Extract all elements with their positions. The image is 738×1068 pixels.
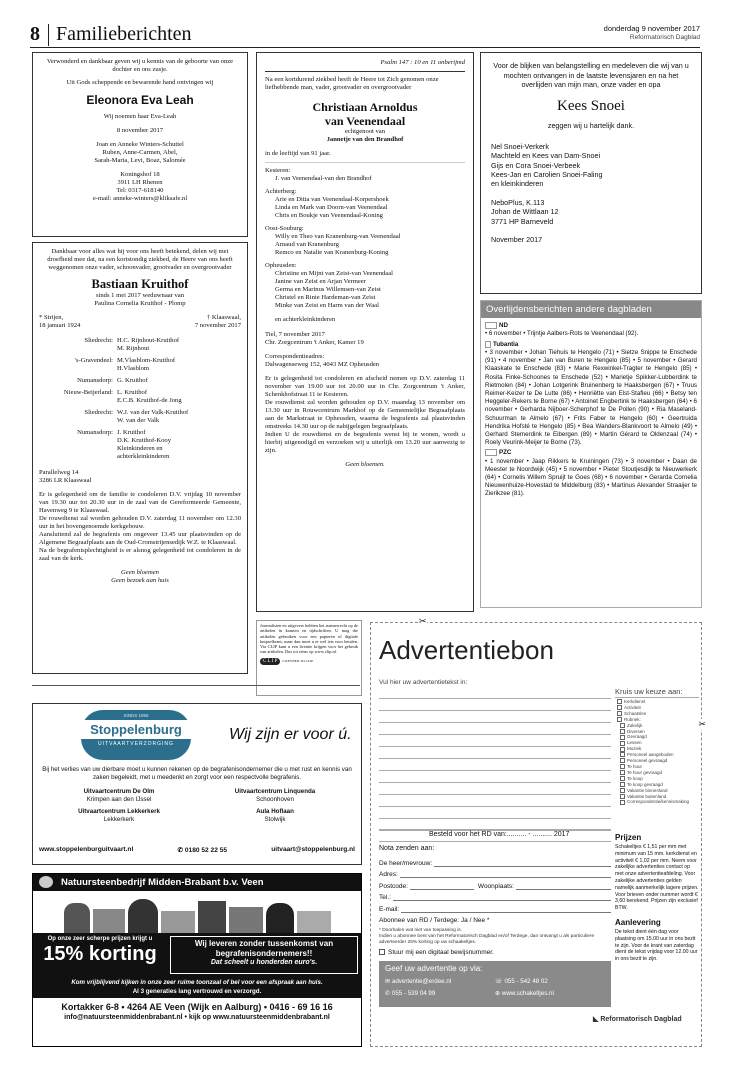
gravestone-photos xyxy=(33,891,361,933)
web-contact[interactable]: ⊕ www.schakeltjes.nl xyxy=(495,990,554,997)
gravestone-image xyxy=(64,903,90,933)
snoei-name: Kees Snoei xyxy=(557,97,625,114)
obituary-kruithof xyxy=(32,242,248,674)
company-logo-icon xyxy=(39,876,53,888)
spouse-name: Paulina Cornelia Kruithof - Plomp xyxy=(94,300,186,307)
snoei-address: NeboPlus, K.113 Johan de Wittlaan 12 3771 HP Barneveld xyxy=(491,197,559,226)
stoppelenburg-slogan: Wij zijn er voor ú. xyxy=(229,726,352,743)
address-field[interactable] xyxy=(400,877,611,878)
veen-age: in de leeftijd van 91 jaar. xyxy=(265,150,331,157)
separator xyxy=(32,685,360,686)
page-number: 8 xyxy=(30,23,40,45)
veen-place-date: Tiel, 7 november 2017 Chr. Zorgcentrum 't Anker, Kamer 19 xyxy=(265,331,364,346)
family-address: Koningshof 18 3911 LH Rhenen Tel: 0317-618140 e-mail: anneke-winters@kliksafe.nl xyxy=(92,171,188,202)
gravestone-image xyxy=(266,903,294,933)
natuursteen-promo xyxy=(33,933,361,977)
phone-field[interactable] xyxy=(393,900,611,901)
category-checkboxes[interactable]: Kerkdienst Activiteit Schaatsles Rubriek: Zakelijk Diversen Gevraagd Lessen Muziek Personeel aangeboden Personeel gevraagd Te huur Te huur gevraagd Te koop Te koop gevraagd Vakantie binnenland Vakantie buitenland Correspondentie/kennismaking xyxy=(617,699,701,805)
address-fields: De heer/mevrouw: Adres: Postcode: Woonplaats: Tel.: E-mail: xyxy=(379,855,611,913)
header-divider xyxy=(48,24,49,46)
other-papers-title: Overlijdensberichten andere dagbladen xyxy=(481,301,701,318)
gravestone-image xyxy=(297,911,331,933)
veen-closing: Geen bloemen. xyxy=(345,461,385,468)
thanks-snoei xyxy=(480,52,702,294)
snoei-thanks: zeggen wij u hartelijk dank. xyxy=(547,120,635,130)
ad-text-lines[interactable] xyxy=(379,687,611,831)
call-name: Wij noemen haar Eva-Leah xyxy=(103,113,177,120)
gravestone-image xyxy=(128,899,158,933)
natuursteen-contact[interactable]: info@natuursteenmiddenbrabant.nl • kijk op www.natuursteenmiddenbrabant.nl xyxy=(64,1014,330,1021)
postcode-field[interactable] xyxy=(410,889,474,890)
ordered-for: Besteld voor het RD van:.......... - .......... 2017 xyxy=(429,831,570,838)
form-instruction: Vul hier uw advertentietekst in: xyxy=(379,679,468,686)
veen-name: Christiaan Arnoldus van Veenendaal xyxy=(312,100,418,128)
natuursteen-generations: Al 3 generaties lang vertrouwd en verzorgd. xyxy=(33,988,361,998)
natuursteen-visit: Kom vrijblijvend kijken in onze zeer ruime toonzaal of bel voor een afspraak aan huis. xyxy=(33,977,361,988)
birth-intro: Verwonderd en dankbaar geven wij u kennis van de geboorte van onze dochter en ons zusje. xyxy=(46,58,234,73)
globe-icon: ⊕ xyxy=(495,990,502,997)
obituary-veenendaal xyxy=(256,52,474,612)
parents: Joan en Anneke Winters-Schuttel Ruben, Anne-Carmen, Abel, Sarah-Maria, Levi, Boaz, Salomée xyxy=(94,141,186,164)
email-field[interactable] xyxy=(401,912,611,913)
rd-logo-icon: ◣ xyxy=(593,1016,601,1023)
tubantia-label: Tubantia xyxy=(485,341,697,349)
scissors-icon: ✂ xyxy=(419,616,427,626)
stoppelenburg-centers: Uitvaartcentrum De Olm Krimpen aan den IJssel Uitvaartcentrum Linquenda Schoonhoven Uitvaartcentrum Lekkerkerk Lekkerkerk Aula Hoflaan Stolwijk xyxy=(78,788,316,823)
send-invoice-label: Nota zenden aan: xyxy=(379,845,435,852)
stoppelenburg-phone: ✆ 0180 52 22 55 xyxy=(177,847,228,854)
veen-correspondence: Correspondentieadres: Dalwagenseweg 152, 4043 MZ Opheusden xyxy=(265,353,380,368)
nd-list: • 6 november • Trijntje Aalbers-Rots te Veenendaal (92). xyxy=(485,330,639,338)
snoei-family: Nel Snoei-Verkerk Machteld en Kees van Dam-Snoei Gijs en Cora Snoei-Verbeek Kees-Jan en Carolien Snoei-Faling en kleinkinderen xyxy=(491,141,603,189)
form-notes: * Doorhalen wat niet van toepassing is. Indien u abonnee bent van het Reformatorisch Dagblad en/of Terdege, dan ontvangt u als particuliere adverteerder 25% korting op uw schaakeltjes. xyxy=(379,928,595,946)
child-name: Eleonora Eva Leah xyxy=(86,93,194,107)
nd-label: ND xyxy=(485,322,697,330)
birth-date: 8 november 2017 xyxy=(116,127,164,134)
snoei-intro: Voor de blijken van belangstelling en medeleven die wij van u mochten ontvangen in de laatste levensjaren en na het overlijden van mijn man, onze vader en opa xyxy=(493,61,689,90)
kruithof-closing: Geen bloemen Geen bezoek aan huis xyxy=(111,569,169,584)
phone-icon: ✆ xyxy=(177,847,185,854)
snoei-date: November 2017 xyxy=(491,235,543,245)
header-paper: Reformatorisch Dagblad xyxy=(629,34,700,41)
digital-proof-checkbox[interactable] xyxy=(379,949,385,955)
ad-order-form xyxy=(370,616,706,1047)
city-field[interactable] xyxy=(516,889,611,890)
veen-intro: Na een kortdurend ziekbed heeft de Heere tot Zich genomen onze liefhebbende man, vader, grootvader en overgrootvader xyxy=(265,76,439,91)
rd-logo: ◣ Reformatorisch Dagblad xyxy=(593,1016,682,1023)
family-list: Sliedrecht: H.C. Rijnhout-Kruithof M. Rijnhout 's-Gravendeel: M.Vlasblom-Kruithof H.Vlasblom Numansdorp: G. Kruithof Nieuw-Beijerland: L. Kruithof E.C.B. Kruithof-de Jong Sliedrecht: W.J. van der Valk-Kruithof W. van der Valk Numansdorp: J. Kruithof D.K. Kruithof-Kooy Kleinkinderen en achterkleinkinderen xyxy=(63,337,189,460)
stoppelenburg-web[interactable]: www.stoppelenburguitvaart.nl xyxy=(39,846,134,853)
gravestone-image xyxy=(161,911,195,933)
discount-panel: Op onze zeer scherpe prijzen krijgt u 15% korting xyxy=(43,936,157,965)
fax-icon: ☏ xyxy=(495,978,505,985)
clip-logo: C L I P LICENSED TO CLIP xyxy=(260,658,358,665)
obit-intro: Dankbaar voor alles wat hij voor ons heeft betekend, delen wij met droefheid mee dat, na een kortstondig ziekbed, de Heere van ons heeft weggenomen onze vader, schoonvader, grootvader en overgrootvader xyxy=(47,248,233,271)
natuursteen-title: Natuursteenbedrijf Midden-Brabant b.v. Veen xyxy=(33,874,361,891)
gravestone-image xyxy=(93,909,125,933)
birth-announcement xyxy=(32,52,248,237)
veen-body: Er is gelegenheid tot condoleren en afscheid nemen op D.V. zaterdag 11 november van 19.00 uur tot 20.00 uur in Chr. Zorgcentrum 't Anker, Schenkhofstraat 11 te Kesteren. De rouwdienst zal worden gehouden op D.V. maandag 13 november om 13.30 uur in Rouwcentrum Markhof op de Gemeentelijke Begraafplaats aan de Markstraat te Opheusden, waarna de begrafenis zal plaatsvinden omstreeks 14.30 uur op de nabijgelegen begraafplaats. Indien U de rouwdienst en de begrafenis wenst bij te wonen, wordt u hierbij uitgenodigd en verzoeken wij u uiterlijk om 13.20 uur aanwezig te zijn. xyxy=(265,375,465,454)
gravestone-image xyxy=(229,907,263,933)
page-header xyxy=(30,22,700,48)
phone-contact: ✆ 055 - 539 04 99 xyxy=(385,990,436,997)
kruithof-body: Er is gelegenheid om de familie te condoleren D.V. vrijdag 10 november van 19.30 uur tot 20.30 uur in de zaal van de Gereformeerde Gemeente, Havenweg 9 te Klaaswaal. De rouwdienst zal worden gehouden D.V. zaterdag 11 november om 12.30 uur in het bovengenoemde kerkgebouw. Aansluitend zal de begrafenis om ongeveer 13.45 uur plaatsvinden op de Algemene Begraafplaats aan de Oud-Cromstrijensedijk W.Z. te Klaaswaal. Na de begrafenisplechtigheid is er alsnog gelegenheid tot condoleren in de zaal van de kerk. xyxy=(39,491,241,562)
submit-via-box: Geef uw advertentie op via: ✉ advertentie@erdee.nl ☏ 055 - 542 48 02 ✆ 055 - 539 04 99 ⊕ www.schakeltjes.nl xyxy=(379,961,611,1007)
fax-contact: ☏ 055 - 542 48 02 xyxy=(495,978,548,985)
deceased-name: Bastiaan Kruithof xyxy=(91,277,189,291)
psalm-reference: Psalm 147 : 10 en 11 onberijmd xyxy=(380,59,465,66)
ad-natuursteen xyxy=(32,873,362,1047)
gravestone-image xyxy=(198,901,226,933)
stoppelenburg-contact xyxy=(39,846,355,854)
section-title: Familieberichten xyxy=(56,23,192,45)
pzc-list: • 1 november • Jaap Rikkers te Kruiningen (73) • 3 november • Daan de Meester te Noordwijk (45) • 5 november • Pieter Stoutjesdijk te Nieuwerkerk (64) • Cornelis Willem Spruijt te Goes (68) • 6 november • Gerarda Cornelia Nieuwenhuize-Hovestad te Middelburg (83) • Martinus Alexander Straaijer te Zierikzee (81). xyxy=(485,457,697,498)
scissors-icon: ✂ xyxy=(698,719,706,729)
stoppelenburg-logo: SINDS 1956 Stoppelenburg UITVAARTVERZORGING xyxy=(81,710,191,760)
choice-title: Kruis uw keuze aan: xyxy=(615,687,683,696)
kruithof-address: Parallelweg 14 3286 LR Klaaswaal xyxy=(39,469,92,484)
tubantia-list: • 3 november • Johan Tiehuis te Hengelo (71) • Sietze Snippe te Enschede (91) • 4 november • Jan van Buren te Hengelo (85) • 5 november • Gerard Klaaskate te Enschede (83) • Marie Rexwinkel-Tragter te Hengelo (85) • Rosita Finke-Schoones te Enschede (52) • Marietje Spikker-Lubberdink te Rietmolen (84) • Johan Lotgerink Bruinenberg te Haaksbergen (67) • Truus Reimer-Keizer te De Lutte (86) • Henriëtte van Elst-Stafleu (66) • Betsy ten Heggeler-Rekers te Borne (67) • Antoinet Engbertink te Haaksbergen (64) • 6 november • Gerharda Nijboer-Scherphof te De Pollen (90) • Ria Maseland-Schuurman te Almelo (67) • Frits Faber te Hengelo (60) • Geertruida Hendrika Hofsté te Hengelo (85) • Bea Wanders-Blankvoort te Almelo (49) • Gerhard Stemerdink te Eibergen (89) • Martin Gérard te Oldenzaal (74) • Roely Veurink-Meijer te Borne (73). xyxy=(485,348,697,447)
stoppelenburg-text: Bij het verlies van uw dierbare moet u kunnen rekenen op de begrafenisondernemer die u met rust en kennis van zaken begeleidt, met u meedenkt en zorgt voor een respectvolle begrafenis. xyxy=(42,766,352,781)
stoppelenburg-email[interactable]: uitvaart@stoppelenburg.nl xyxy=(271,846,355,853)
phone-icon: ✆ xyxy=(385,990,392,997)
veen-spouse: Jannetje van den Brandhof xyxy=(326,136,404,143)
prices-section: Prijzen Schakeltjes € 1,51 per mm met minimum van 15 mm. kerkdienst en activiteit € 1,02 per mm. Neem voor zakelijke advertenties contact op met onze advertentieafdeling. Voor zakelijke advertenties gelden namelijk aanmerkelijk lagere prijzen. Voor brieven onder nummer wordt € 3,60 berekend. Prijzen zijn exclusief BTW. Aanlevering De tekst dient één dag voor plaatsing om 15.00 uur in ons bezit te zijn. Voor de krant van zaterdag dient de tekst vrijdag voor 12.00 uur in ons bezit te zijn. xyxy=(615,833,699,963)
clip-text: Journalisten en uitgevers hebben het auteursrecht op de artikelen in kranten en tijdschriften. U mag die artikelen gebruiken voor een papieren of digitale knipselkrant, maar dan moet u er wel iets voor betalen. Via CLIP kunt u een licentie krijgen voor het gebruik van artikelen. Dus tot ziens op www.clip.nl. xyxy=(260,623,358,655)
mail-icon: ✉ xyxy=(385,978,392,985)
form-title: Advertentiebon xyxy=(379,635,554,665)
pzc-label: PZC xyxy=(485,449,697,457)
life-dates: * Strijen, 18 januari 1924 † Klaaswaal, 7 november 2017 xyxy=(39,314,241,329)
subscriber-question[interactable]: Abonnee van RD / Terdege: Ja / Nee * xyxy=(379,917,490,924)
name-field[interactable] xyxy=(434,866,611,867)
birth-intro2: Uit Gods scheppende en bewarende hand ontvingen wij xyxy=(66,79,214,86)
digital-proof-option[interactable]: Stuur mij een digitaal bewijsnummer. xyxy=(379,949,494,956)
widower-line: sinds 1 mei 2017 weduwnaar van xyxy=(95,292,185,299)
header-date: donderdag 9 november 2017 xyxy=(603,24,700,33)
spouse-label: echtgenoot van xyxy=(344,128,386,135)
ad-stoppelenburg xyxy=(32,703,362,865)
no-intermediary-panel: Wij leveren zonder tussenkomst van begrafenisondernemers!! Dat scheelt u honderden euro's. xyxy=(170,936,358,974)
email-contact[interactable]: ✉ advertentie@erdee.nl xyxy=(385,978,452,985)
other-papers-obituaries xyxy=(480,300,702,608)
natuursteen-address: Kortakker 6-8 • 4264 AE Veen (Wijk en Aalburg) • 0416 - 69 16 16 xyxy=(61,1002,333,1012)
veen-family: Kesteren: J. van Veenendaal-van den Brandhof Achterberg: Arie en Ditta van Veenendaal-Korpershoek Linda en Mark van Doorn-van Veenendaal Chris en Boukje van Veenendaal-Koning Oost-Souburg: Willy en Theo van Kranenburg-van Veenendaal Arnaud van Kranenburg Remco en Natalie van Kranenburg-Koning Opheusden: Christine en Mijnt van Zeist-van Veenendaal Janine van Zeist en Arjan Vermeer Germa en Marinus Willemsen-van Zeist Christel en Rinie Hardeman-van Zeist Minke van Zeist en Harm van der Waal en achterkleinkinderen xyxy=(265,167,401,323)
